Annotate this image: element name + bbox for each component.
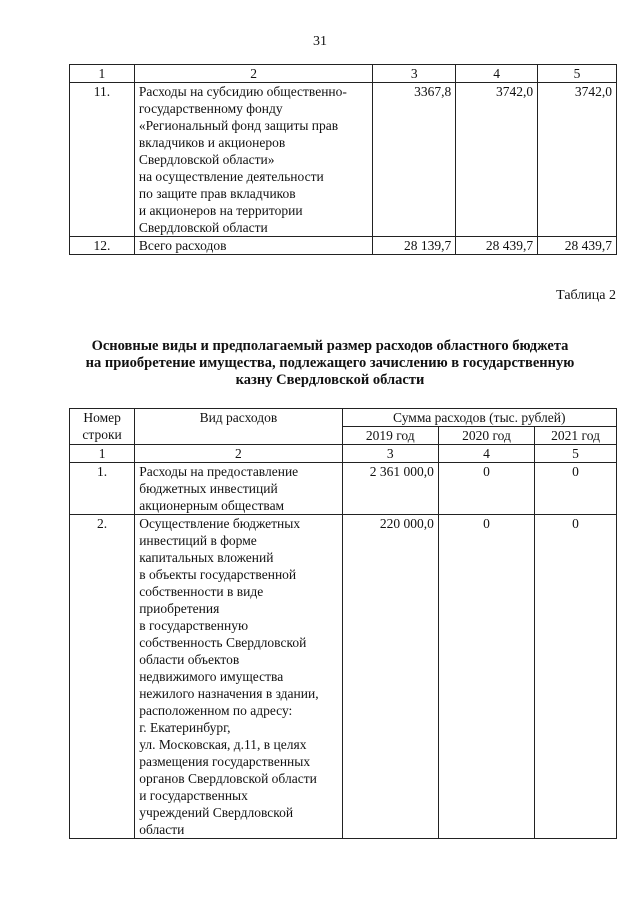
row-value-2021: 3742,0 [538, 83, 617, 237]
table-heading [20, 338, 640, 389]
row-value-2020: 28 439,7 [456, 237, 538, 255]
header-year-2019: 2019 год [342, 427, 438, 445]
row-value-2021: 0 [535, 515, 617, 839]
row-value-2020: 3742,0 [456, 83, 538, 237]
col-number-cell: 1 [70, 445, 135, 463]
header-type: Вид расходов [135, 409, 342, 445]
column-number-row [70, 65, 617, 83]
column-number-row [70, 445, 617, 463]
col-number-cell: 3 [373, 65, 456, 83]
row-value-2019: 28 139,7 [373, 237, 456, 255]
col-number-cell: 1 [70, 65, 135, 83]
table-row [70, 463, 617, 515]
row-value-2020: 0 [438, 463, 534, 515]
row-value-2021: 0 [535, 463, 617, 515]
header-sum: Сумма расходов (тыс. рублей) [342, 409, 616, 427]
table-row [70, 83, 617, 237]
header-row-number: Номер строки [70, 409, 135, 445]
col-number-cell: 2 [135, 445, 342, 463]
row-value-2019: 220 000,0 [342, 515, 438, 839]
row-number: 12. [70, 237, 135, 255]
row-value-2019: 2 361 000,0 [342, 463, 438, 515]
header-year-2021: 2021 год [535, 427, 617, 445]
table-row [70, 515, 617, 839]
page-number: 31 [313, 34, 327, 49]
heading-line: на приобретение имущества, подлежащего зачислению в государственную [85, 355, 575, 371]
col-number-cell: 3 [342, 445, 438, 463]
header-year-2020: 2020 год [438, 427, 534, 445]
header-row [70, 409, 617, 427]
row-value-2019: 3367,8 [373, 83, 456, 237]
row-value-2020: 0 [438, 515, 534, 839]
row-value-2021: 28 439,7 [538, 237, 617, 255]
col-number-cell: 2 [134, 65, 373, 83]
row-number: 1. [70, 463, 135, 515]
row-description: Расходы на предоставление бюджетных инвестиций акционерным обществам [135, 463, 342, 515]
row-number: 2. [70, 515, 135, 839]
col-number-cell: 4 [438, 445, 534, 463]
col-number-cell: 5 [535, 445, 617, 463]
table-caption: Таблица 2 [556, 288, 616, 303]
table-row-total [70, 237, 617, 255]
expenses-table-continued [69, 64, 617, 255]
heading-line: Основные виды и предполагаемый размер расходов областного бюджета [91, 338, 569, 354]
row-description: Всего расходов [134, 237, 373, 255]
heading-line: казну Свердловской области [235, 372, 425, 388]
row-description: Расходы на субсидию общественно- государственному фонду «Региональный фонд защиты прав вкладчиков и акционеров Свердловской области» на осуществление деятельности по защите прав вкладчиков и акционеров на территории Свердловской области [134, 83, 373, 237]
row-description: Осуществление бюджетных инвестиций в форме капитальных вложений в объекты государственной собственности в виде приобретения в государственную собственность Свердловской области объектов недвижимого имущества нежилого назначения в здании, расположенном по адресу: г. Екатеринбург, ул. Московская, д.11, в целях размещения государственных органов Свердловской области и государственных учреждений Свердловской области [135, 515, 342, 839]
row-number: 11. [70, 83, 135, 237]
col-number-cell: 4 [456, 65, 538, 83]
col-number-cell: 5 [538, 65, 617, 83]
property-expenses-table [69, 408, 617, 839]
